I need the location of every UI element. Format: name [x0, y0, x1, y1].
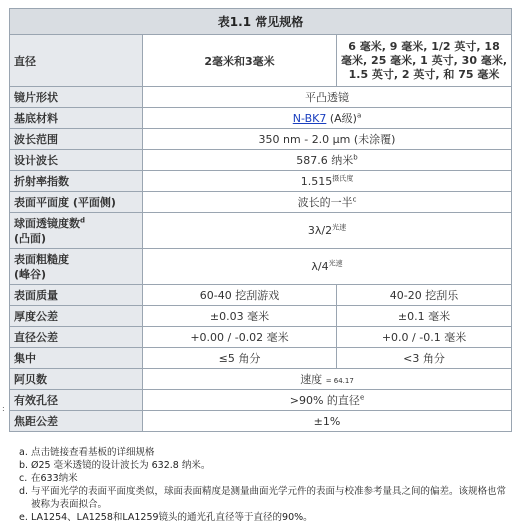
- footnote-item: [19, 446, 511, 459]
- diameter-small: 2毫米和3毫米: [143, 35, 337, 87]
- spec-table-container: [9, 8, 511, 524]
- footnote-item: [19, 485, 511, 511]
- footnote-marker: c.: [19, 473, 28, 484]
- design-wavelength-text: 587.6 纳米: [296, 154, 354, 167]
- footnote-d-mark: d: [80, 215, 86, 224]
- row-value-index: [143, 171, 512, 192]
- power-text: 3λ/2: [307, 224, 333, 237]
- n-bk7-link[interactable]: N-BK7: [292, 112, 327, 125]
- table-caption: 表1.1 常见规格: [10, 9, 512, 35]
- row-value-substrate: [143, 108, 512, 129]
- row-value-thickness-tol-small: ±0.03 毫米: [143, 306, 337, 327]
- flatness-text: 波长的一半: [297, 196, 353, 209]
- roughness-sup: 光速: [328, 259, 343, 268]
- row-value-shape: 平凸透镜: [143, 87, 512, 108]
- row-label-thickness-tol: 厚度公差: [10, 306, 143, 327]
- row-label-diameter-tol: 直径公差: [10, 327, 143, 348]
- footnote-text: 在633纳米: [31, 473, 78, 484]
- row-label-substrate: 基底材料: [10, 108, 143, 129]
- side-mark: :: [2, 404, 5, 413]
- row-label-focal-tol: 焦距公差: [10, 411, 143, 432]
- abbe-text: 速度: [300, 373, 323, 386]
- spec-table: [9, 8, 512, 432]
- footnote-c-mark: c: [352, 195, 357, 204]
- row-label-clear-aperture: 有效孔径: [10, 390, 143, 411]
- grade-text: (A级): [326, 112, 357, 125]
- row-label-abbe: 阿贝数: [10, 369, 143, 390]
- roughness-label-line1: 表面粗糙度: [14, 252, 69, 266]
- power-label-line1: 球面透镜度数: [14, 216, 80, 230]
- row-label-roughness: [10, 249, 143, 285]
- index-text: 1.515: [300, 174, 333, 188]
- row-label-centration: 集中: [10, 348, 143, 369]
- row-value-roughness: [143, 249, 512, 285]
- roughness-label-line2: (峰谷): [14, 267, 47, 281]
- row-value-design-wavelength: [143, 150, 512, 171]
- footnote-marker: d.: [19, 486, 29, 497]
- row-label-power: [10, 213, 143, 249]
- footnote-text: 点击链接查看基板的详细规格: [31, 447, 155, 458]
- row-value-wavelength-range: 350 nm - 2.0 µm (未涂覆): [143, 129, 512, 150]
- row-value-diameter-tol-small: +0.00 / -0.02 毫米: [143, 327, 337, 348]
- footnote-b-mark: b: [353, 153, 358, 162]
- row-value-thickness-tol-large: ±0.1 毫米: [337, 306, 512, 327]
- row-label-flatness: 表面平面度 (平面侧): [10, 192, 143, 213]
- row-value-quality-small: 60-40 挖刮游戏: [143, 285, 337, 306]
- footnote-marker: e.: [19, 512, 28, 523]
- row-label-shape: 镜片形状: [10, 87, 143, 108]
- footnote-marker: b.: [19, 460, 29, 471]
- row-value-clear-aperture: [143, 390, 512, 411]
- row-value-power: [143, 213, 512, 249]
- footnote-text: LA1254、LA1258和LA1259镜头的通光孔直径等于直径的90%。: [31, 512, 313, 523]
- row-label-wavelength-range: 波长范围: [10, 129, 143, 150]
- row-label-design-wavelength: 设计波长: [10, 150, 143, 171]
- footnote-item: [19, 459, 511, 472]
- power-label-line2: (凸面): [14, 231, 47, 245]
- diameter-large: 6 毫米, 9 毫米, 1/2 英寸, 18 毫米, 25 毫米, 1 英寸, 30 毫米, 1.5 英寸, 2 英寸, 和 75 毫米: [337, 35, 512, 87]
- footnote-a-mark: a: [356, 111, 362, 120]
- roughness-text: λ/4: [311, 260, 329, 273]
- row-value-diameter-tol-large: +0.0 / -0.1 毫米: [337, 327, 512, 348]
- power-sup: 光速: [332, 223, 347, 232]
- clear-aperture-text: >90% 的直径: [289, 394, 360, 407]
- row-value-centration-large: <3 角分: [337, 348, 512, 369]
- footnote-marker: a.: [19, 447, 28, 458]
- footnote-item: [19, 511, 511, 524]
- abbe-number: = 64.17: [325, 377, 354, 385]
- row-value-centration-small: ≤5 角分: [143, 348, 337, 369]
- footnotes-list: [19, 446, 511, 524]
- footnote-text: Ø25 毫米透镜的设计波长为 632.8 纳米。: [31, 460, 211, 471]
- row-value-focal-tol: ±1%: [143, 411, 512, 432]
- footnote-text: 与平面光学的表面平面度类似，球面表面精度是测量曲面光学元件的表面与校准参考量具之间的偏差。该规格也常被称为表面拟合。: [31, 486, 507, 510]
- row-label-quality: 表面质量: [10, 285, 143, 306]
- footnote-item: [19, 472, 511, 485]
- diameter-label: 直径: [10, 35, 143, 87]
- row-value-quality-large: 40-20 挖刮乐: [337, 285, 512, 306]
- index-sup: 摄氏度: [332, 173, 354, 182]
- row-value-flatness: [143, 192, 512, 213]
- footnote-e-mark: e: [359, 393, 365, 402]
- row-value-abbe: [143, 369, 512, 390]
- row-label-index: 折射率指数: [10, 171, 143, 192]
